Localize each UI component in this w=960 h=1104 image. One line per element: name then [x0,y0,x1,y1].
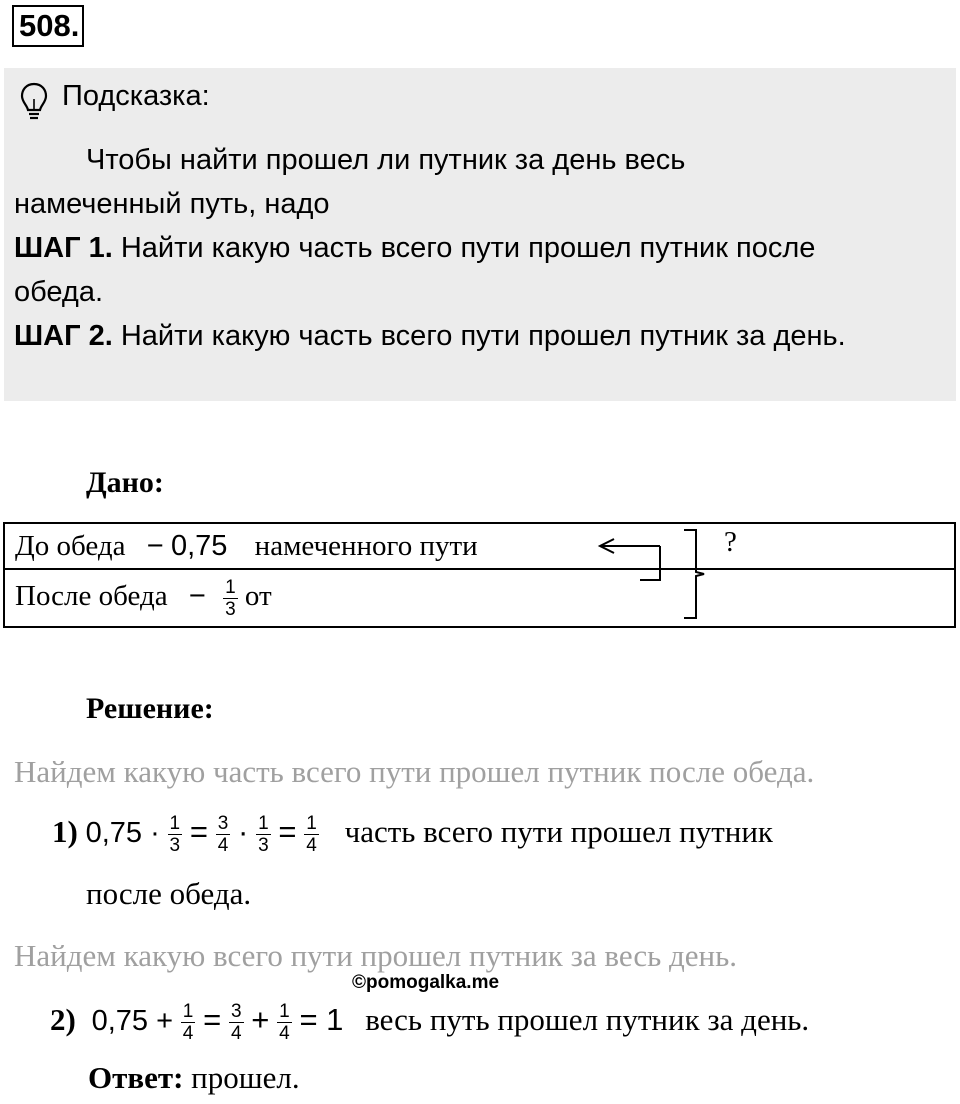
solution-step2: 2) 0,75 + $\frac{1}{4}$ = $\frac{3}{4}$ + $\frac{1}{4}$ = 1 весь путь прошел путник за день. [50,1001,810,1045]
solution-heading: Решение: [86,692,214,725]
solution-step1-cont: после обеда. [86,876,252,911]
hint-intro: Чтобы найти прошел ли путник за день весь [86,144,686,176]
given-table [3,522,956,628]
hint-intro-cont: намеченный путь, надо [14,188,330,220]
answer: Ответ: прошел. [88,1060,300,1095]
hint-step1-cont: обеда. [14,276,104,308]
fraction-one-third: $\frac{1}{3}$ [225,576,236,620]
solution-step1: 1) 0,75 · $\frac{1}{3}$ = $\frac{3}{4}$ · $\frac{1}{3}$ = $\frac{1}{4}$ часть всего пути прошел путник [52,813,773,857]
explain-step2: Найдем какую всего пути прошел путник за весь день. [14,938,738,973]
watermark: ©pomogalka.me [352,972,500,993]
given-heading: Дано: [86,466,164,499]
given-question: ? [724,526,737,558]
lightbulb-icon [19,81,49,121]
hint-title: Подсказка: [62,80,210,112]
task-number: 508. [12,5,84,47]
hint-step2: ШАГ 2. Найти какую часть всего пути прошел путник за день. [14,320,846,352]
given-arrows [590,528,720,624]
given-row-before-lunch: До обеда − 0,75 намеченного пути [4,523,955,569]
hint-step1: ШАГ 1. Найти какую часть всего пути прошел путник после [14,232,816,264]
hint-box [4,68,956,401]
explain-step1: Найдем какую часть всего пути прошел путник после обеда. [14,754,815,789]
given-row-after-lunch: После обеда − $\frac{1}{3}$ от [15,576,272,620]
